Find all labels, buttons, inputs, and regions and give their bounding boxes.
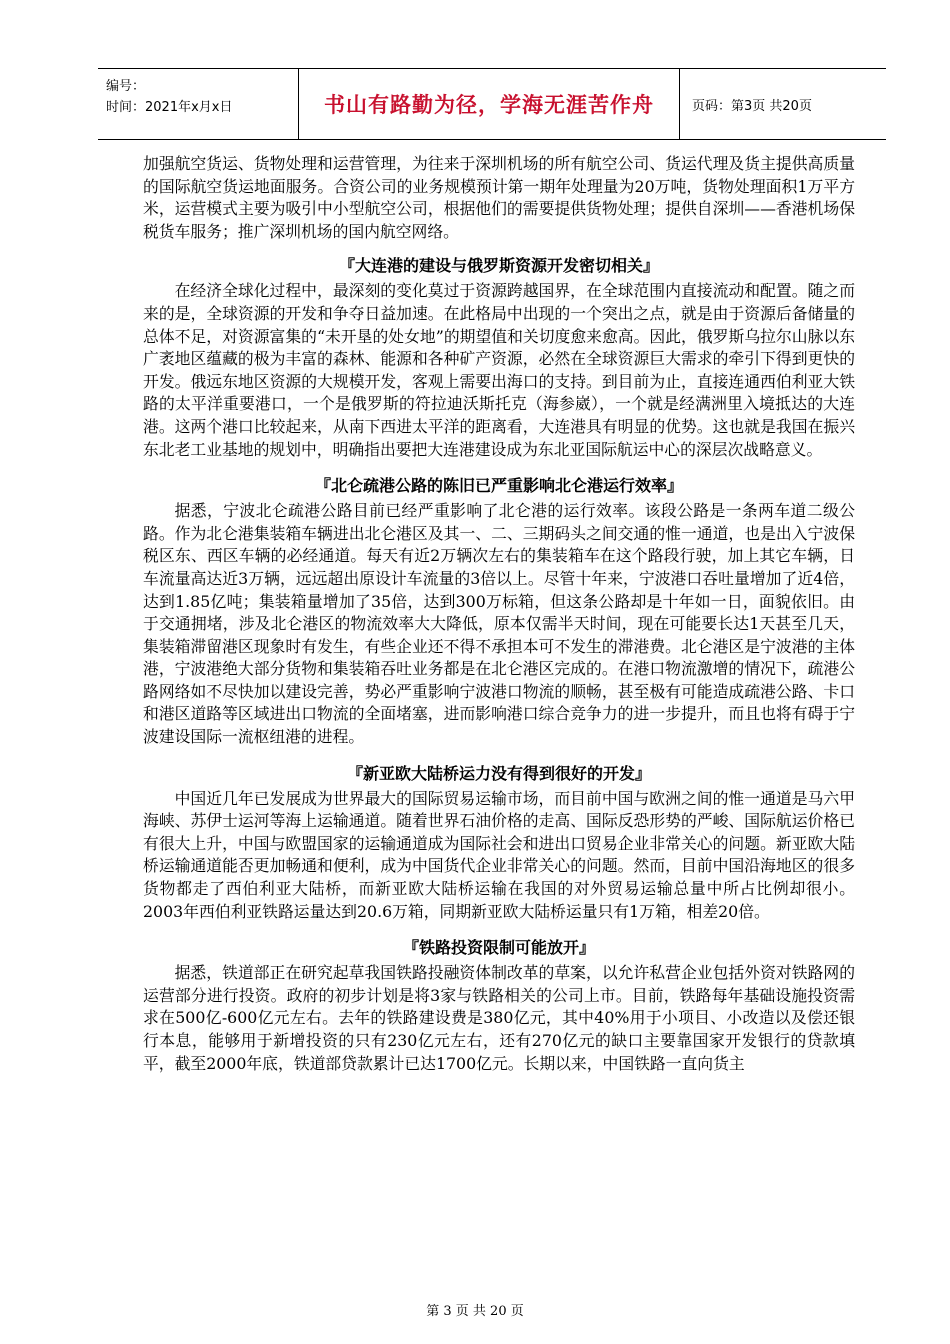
header-page-info: 页码：第3页 共20页: [692, 98, 812, 114]
section-title-beilun-road: 『北仑疏港公路的陈旧已严重影响北仑港运行效率』: [314, 476, 683, 496]
header-motto-cell: [299, 69, 680, 139]
section-paragraph-beilun-road: 据悉，宁波北仑疏港公路目前已经严重影响了北仑港的运行效率。该段公路是一条两车道二级公路。作为北仑港集装箱车辆进出北仑港区及其一、二、三期码头之间交通的惟一通道，也是出入宁波保税区东、西区车辆的必经通道。每天有近2万辆次左右的集装箱车在这个路段行驶，加上其它车辆，日车流量高达近3万辆，远远超出原设计车流量的3倍以上。尽管十年来，宁波港口吞吐量增加了近4倍，达到1.85亿吨；集装箱量增加了35倍，达到300万标箱，但这条公路却是十年如一日，面貌依旧。由于交通拥堵，涉及北仑港区的物流效率大大降低，原本仅需半天时间，现在可能要长达1天甚至几天，集装箱滞留港区现象时有发生，有些企业还不得不承担本可不发生的滞港费。北仑港区是宁波港的主体港，宁波港绝大部分货物和集装箱吞吐业务都是在北仑港区完成的。在港口物流激增的情况下，疏港公路网络如不尽快加以建设完善，势必严重影响宁波港口物流的顺畅，甚至极有可能造成疏港公路、卡口和港区道路等区域进出口物流的全面堵塞，进而影响港口综合竞争力的进一步提升，而且也将有碍于宁波建设国际一流枢纽港的进程。: [143, 501, 855, 747]
date-label: 时间：2021年x月x日: [106, 100, 233, 115]
section-title-railway-investment: 『铁路投资限制可能放开』: [402, 938, 595, 958]
section-paragraph-dalian-port: 在经济全球化过程中，最深刻的变化莫过于资源跨越国界，在全球范围内直接流动和配置。随之而来的是，全球资源的开发和争夺日益加速。在此格局中出现的一个突出之点，就是由于资源后备储量的总体不足，对资源富集的“未开垦的处女地”的期望值和关切度愈来愈高。因此，俄罗斯乌拉尔山脉以东广袤地区蕴藏的极为丰富的森林、能源和各种矿产资源，必然在全球资源巨大需求的牵引下得到更快的开发。俄远东地区资源的大规模开发，客观上需要出海口的支持。到目前为止，直接连通西伯利亚大铁路的太平洋重要港口，一个是俄罗斯的符拉迪沃斯托克（海参崴），一个就是经满洲里入境抵达的大连港。这两个港口比较起来，从南下西进太平洋的距离看，大连港具有明显的优势。这也就是我国在振兴东北老工业基地的规划中，明确指出要把大连港建设成为东北亚国际航运中心的深层次战略意义。: [143, 281, 855, 459]
intro-paragraph: 加强航空货运、货物处理和运营管理，为往来于深圳机场的所有航空公司、货运代理及货主提供高质量的国际航空货运地面服务。合资公司的业务规模预计第一期年处理量为20万吨，货物处理面积1万平方米，运营模式主要为吸引中小型航空公司，根据他们的需要提供货物处理；提供自深圳——香港机场保税货车服务；推广深圳机场的国内航空网络。: [143, 154, 855, 241]
page-footer: [0, 1300, 950, 1319]
header-motto: 书山有路勤为径，学海无涯苦作舟: [324, 93, 654, 117]
page-header: [98, 68, 886, 140]
section-paragraph-eurasian-landbridge: 中国近几年已发展成为世界最大的国际贸易运输市场，而目前中国与欧洲之间的惟一通道是马六甲海峡、苏伊士运河等海上运输通道。随着世界石油价格的走高、国际反恐形势的严峻、国际航运价格已有很大上升，中国与欧盟国家的运输通道成为国际社会和进出口贸易企业非常关心的问题。新亚欧大陆桥运输通道能否更加畅通和便利，成为中国货代企业非常关心的问题。然而，目前中国沿海地区的很多货物都走了西伯利亚大陆桥，而新亚欧大陆桥运输在我国的对外贸易运输总量中所占比例却很小。2003年西伯利亚铁路运量达到20.6万箱，同期新亚欧大陆桥运量只有1万箱，相差20倍。: [143, 788, 855, 921]
footer-page-number: 第 3 页 共 20 页: [426, 1304, 524, 1319]
document-body: [143, 153, 855, 1075]
header-meta-cell: [98, 69, 299, 139]
serial-number-label: 编号：: [106, 79, 146, 94]
section-title-eurasian-landbridge: 『新亚欧大陆桥运力没有得到很好的开发』: [346, 763, 651, 783]
section-title-dalian-port: 『大连港的建设与俄罗斯资源开发密切相关』: [338, 256, 659, 276]
header-page-cell: [680, 69, 886, 139]
section-paragraph-railway-investment: 据悉，铁道部正在研究起草我国铁路投融资体制改革的草案，以允许私营企业包括外资对铁路网的运营部分进行投资。政府的初步计划是将3家与铁路相关的公司上市。目前，铁路每年基础设施投资需求在500亿-600亿元左右。去年的铁路建设费是380亿元，其中40%用于小项目、小改造以及偿还银行本息，能够用于新增投资的只有230亿元左右，还有270亿元的缺口主要靠国家开发银行的贷款填平，截至2000年底，铁道部贷款累计已达1700亿元。长期以来，中国铁路一直向货主: [143, 963, 855, 1073]
